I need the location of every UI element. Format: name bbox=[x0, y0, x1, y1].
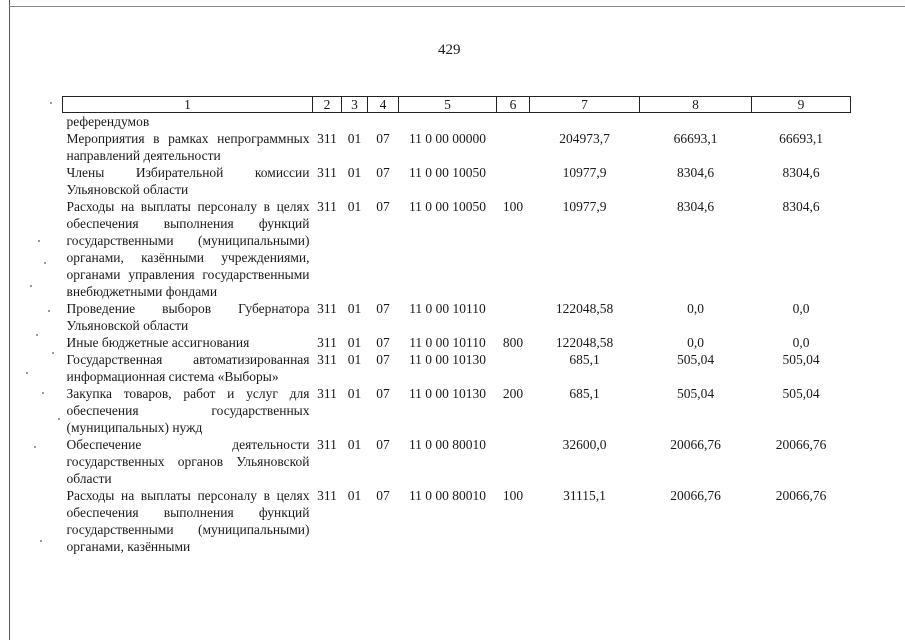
row-amount-col9: 0,0 bbox=[792, 335, 810, 350]
row-ministry-code: 311 bbox=[317, 301, 337, 316]
row-section: 01 bbox=[347, 488, 362, 503]
table-row bbox=[63, 487, 851, 555]
header-col-6: 6 bbox=[497, 97, 530, 113]
row-amount-col8: 505,04 bbox=[676, 386, 715, 401]
scan-speck bbox=[36, 334, 38, 336]
header-col-9: 9 bbox=[752, 97, 851, 113]
row-ministry-code: 311 bbox=[317, 437, 337, 452]
row-section: 01 bbox=[347, 301, 362, 316]
row-subsection: 07 bbox=[376, 131, 390, 146]
table-header bbox=[63, 97, 851, 113]
scan-left-edge bbox=[9, 0, 10, 640]
row-amount-col7: 10977,9 bbox=[562, 165, 607, 180]
row-section: 01 bbox=[347, 352, 362, 367]
row-amount-col9: 20066,76 bbox=[775, 488, 827, 503]
row-section: 01 bbox=[347, 437, 362, 452]
row-amount-col9: 8304,6 bbox=[782, 165, 820, 180]
row-target-article: 11 0 00 10110 bbox=[409, 301, 486, 316]
row-target-article: 11 0 00 80010 bbox=[408, 437, 487, 452]
row-amount-col7: 204973,7 bbox=[559, 131, 610, 146]
budget-table bbox=[62, 96, 851, 555]
row-name: Государственная автоматизированная информационная система «Выборы» bbox=[66, 352, 310, 384]
row-expense-type bbox=[497, 130, 530, 164]
row-amount-col8: 66693,1 bbox=[673, 131, 718, 146]
row-amount-col8: 8304,6 bbox=[676, 199, 715, 214]
row-subsection: 07 bbox=[376, 301, 390, 316]
row-target-article: 11 0 00 10130 bbox=[408, 352, 487, 367]
row-amount-col7: 122048,58 bbox=[555, 335, 614, 350]
row-target-article: 11 0 00 10110 bbox=[409, 335, 486, 350]
row-amount-col9: 505,04 bbox=[782, 352, 820, 367]
row-subsection: 07 bbox=[376, 386, 390, 401]
header-col-3: 3 bbox=[342, 97, 368, 113]
row-name: Иные бюджетные ассигнования bbox=[66, 335, 250, 350]
row-expense-type: 800 bbox=[502, 335, 524, 350]
scan-speck bbox=[30, 285, 32, 287]
row-amount-col7: 31115,1 bbox=[563, 488, 606, 503]
row-amount-col8: 0,0 bbox=[687, 301, 704, 316]
row-target-article: 11 0 00 10130 bbox=[408, 386, 487, 401]
header-col-2: 2 bbox=[313, 97, 342, 113]
row-ministry-code: 311 bbox=[317, 131, 337, 146]
row-name: Обеспечение деятельности государственных органов Ульяновской области bbox=[66, 437, 310, 486]
continuation-text: референдумов bbox=[66, 114, 150, 129]
row-ministry-code: 311 bbox=[317, 386, 337, 401]
row-section: 01 bbox=[347, 165, 362, 180]
row-amount-col8: 0,0 bbox=[687, 335, 704, 350]
row-amount-col9: 505,04 bbox=[782, 386, 820, 401]
table-row bbox=[63, 198, 851, 300]
row-amount-col9: 0,0 bbox=[792, 301, 810, 316]
row-amount-col7: 685,1 bbox=[569, 352, 600, 367]
header-row bbox=[63, 97, 851, 113]
row-amount-col8: 505,04 bbox=[676, 352, 715, 367]
row-amount-col7: 122048,58 bbox=[555, 301, 614, 316]
row-expense-type bbox=[497, 436, 530, 487]
scan-speck bbox=[26, 372, 28, 374]
row-name: Мероприятия в рамках непрограммных направлений деятельности bbox=[66, 131, 310, 163]
row-amount-col7: 10977,9 bbox=[562, 199, 607, 214]
row-expense-type: 200 bbox=[502, 386, 524, 401]
row-target-article: 11 0 00 00000 bbox=[408, 131, 487, 146]
header-col-4: 4 bbox=[368, 97, 399, 113]
row-subsection: 07 bbox=[376, 335, 390, 350]
row-ministry-code: 311 bbox=[317, 335, 337, 350]
scan-speck bbox=[40, 540, 42, 542]
scan-top-edge bbox=[9, 6, 905, 7]
table-row bbox=[63, 436, 851, 487]
table-row bbox=[63, 300, 851, 334]
row-subsection: 07 bbox=[376, 488, 390, 503]
row-amount-col8: 20066,76 bbox=[670, 437, 721, 452]
table-body bbox=[63, 113, 851, 556]
row-expense-type: 100 bbox=[502, 488, 524, 503]
row-section: 01 bbox=[347, 386, 362, 401]
row-section: 01 bbox=[347, 131, 362, 146]
row-ministry-code: 311 bbox=[317, 199, 337, 214]
row-expense-type bbox=[497, 164, 530, 198]
row-subsection: 07 bbox=[376, 199, 390, 214]
scan-speck bbox=[48, 310, 50, 312]
row-expense-type: 100 bbox=[502, 199, 524, 214]
header-col-7: 7 bbox=[530, 97, 640, 113]
row-amount-col9: 20066,76 bbox=[775, 437, 827, 452]
row-target-article: 11 0 00 10050 bbox=[408, 165, 487, 180]
table-row bbox=[63, 130, 851, 164]
scan-speck bbox=[42, 392, 44, 394]
scan-speck bbox=[38, 240, 40, 242]
row-amount-col7: 685,1 bbox=[569, 386, 600, 401]
row-target-article: 11 0 00 80010 bbox=[408, 488, 487, 503]
table-row bbox=[63, 334, 851, 351]
table-row bbox=[63, 164, 851, 198]
header-col-8: 8 bbox=[640, 97, 752, 113]
scan-speck bbox=[50, 102, 52, 104]
row-expense-type bbox=[497, 351, 530, 385]
header-col-5: 5 bbox=[399, 97, 497, 113]
header-col-1: 1 bbox=[63, 97, 313, 113]
continuation-row bbox=[63, 113, 851, 131]
scan-speck bbox=[44, 262, 46, 264]
row-amount-col7: 32600,0 bbox=[562, 437, 607, 452]
row-subsection: 07 bbox=[376, 165, 390, 180]
row-amount-col8: 20066,76 bbox=[670, 488, 721, 503]
row-name: Расходы на выплаты персоналу в целях обеспечения выполнения функций государственными (муниципальными) органами, казёнными bbox=[66, 488, 310, 554]
row-ministry-code: 311 bbox=[317, 488, 337, 503]
scan-speck bbox=[34, 446, 36, 448]
row-subsection: 07 bbox=[376, 352, 390, 367]
row-name: Члены Избирательной комиссии Ульяновской области bbox=[66, 165, 310, 197]
row-expense-type bbox=[497, 300, 530, 334]
row-name: Закупка товаров, работ и услуг для обеспечения государственных (муниципальных) нужд bbox=[66, 386, 310, 435]
row-ministry-code: 311 bbox=[317, 165, 337, 180]
row-amount-col9: 66693,1 bbox=[779, 131, 823, 146]
row-subsection: 07 bbox=[376, 437, 390, 452]
row-name: Проведение выборов Губернатора Ульяновской области bbox=[66, 301, 310, 333]
scan-speck bbox=[52, 352, 54, 354]
row-section: 01 bbox=[347, 199, 362, 214]
page-number: 429 bbox=[438, 42, 461, 58]
row-target-article: 11 0 00 10050 bbox=[408, 199, 487, 214]
row-name: Расходы на выплаты персоналу в целях обеспечения выполнения функций государственными (муниципальными) органами, казёнными учреждениями, органами управления государственными внебюджетными фондами bbox=[66, 199, 310, 299]
scan-speck bbox=[58, 418, 60, 420]
row-section: 01 bbox=[347, 335, 362, 350]
row-ministry-code: 311 bbox=[317, 352, 337, 367]
row-amount-col9: 8304,6 bbox=[782, 199, 820, 214]
row-amount-col8: 8304,6 bbox=[676, 165, 715, 180]
table-row bbox=[63, 351, 851, 385]
table-row bbox=[63, 385, 851, 436]
